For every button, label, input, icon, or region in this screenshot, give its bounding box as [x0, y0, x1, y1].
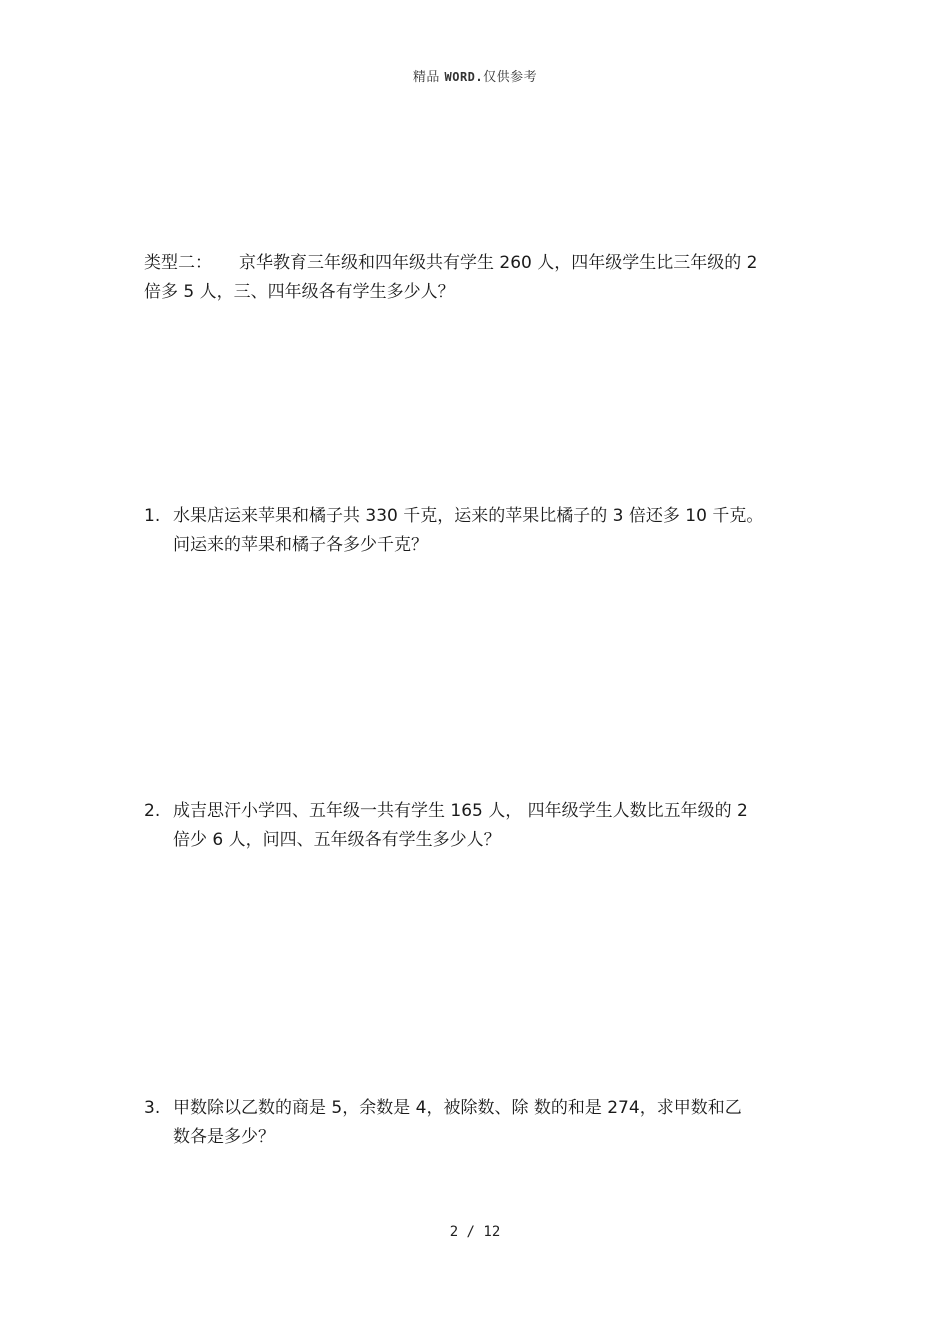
- problem-3-text-line-2: 数各是多少？: [173, 1127, 275, 1147]
- problem-1: [144, 502, 812, 560]
- header-prefix: 精品: [412, 70, 440, 85]
- problem-1-first-line: [144, 502, 812, 531]
- problem-1-text-line-1: 水果店运来苹果和橘子共 330 千克，运来的苹果比橘子的 3 倍还多 10 千克。: [173, 506, 764, 526]
- section-label: 类型二：: [144, 253, 212, 273]
- type-two-section: [144, 249, 812, 307]
- problem-2-number: 2.: [144, 801, 161, 821]
- problem-2-text-line-1: 成吉思汗小学四、五年级一共有学生 165 人， 四年级学生人数比五年级的 2: [173, 801, 748, 821]
- problem-1-number: 1.: [144, 506, 161, 526]
- problem-3-first-line: [144, 1094, 812, 1123]
- problem-3: [144, 1094, 812, 1152]
- section-text-line-2: 倍多 5 人，三、四年级各有学生多少人？: [144, 282, 455, 302]
- page-number: 2 / 12: [449, 1224, 501, 1240]
- problem-1-text-line-2: 问运来的苹果和橘子各多少千克？: [173, 535, 428, 555]
- section-text-line-1: 京华教育三年级和四年级共有学生 260 人，四年级学生比三年级的 2: [239, 253, 758, 273]
- problem-3-number: 3.: [144, 1098, 161, 1118]
- section-first-line: [144, 249, 812, 278]
- problem-2-first-line: [144, 797, 812, 826]
- problem-2-text-line-2: 倍少 6 人，问四、五年级各有学生多少人？: [173, 830, 501, 850]
- problem-3-text-line-1: 甲数除以乙数的商是 5，余数是 4，被除数、除 数的和是 274，求甲数和乙: [173, 1098, 742, 1118]
- problem-2: [144, 797, 812, 855]
- page-header: [0, 66, 950, 85]
- header-brand: WORD.: [444, 70, 484, 84]
- header-suffix: 仅供参考: [483, 70, 538, 85]
